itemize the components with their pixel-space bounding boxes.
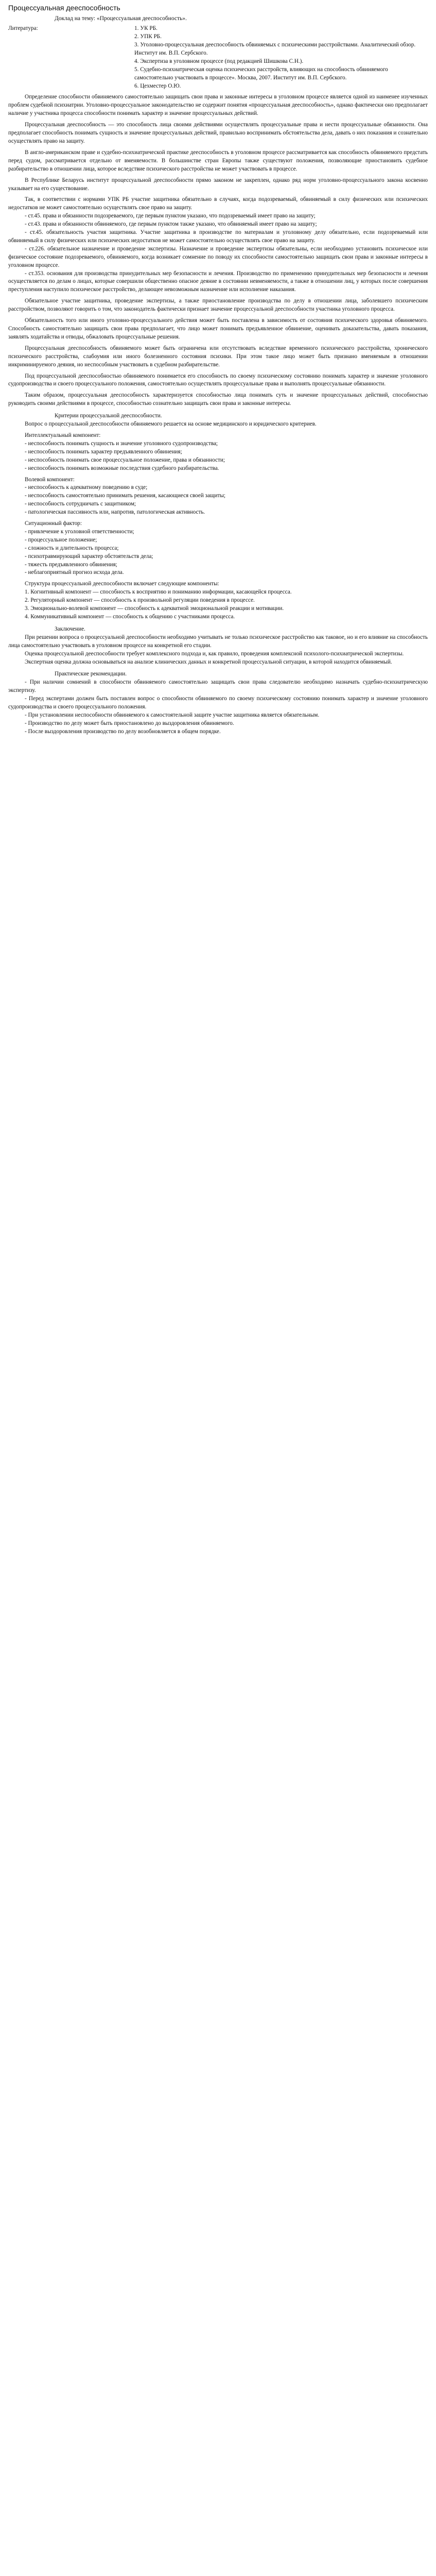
list-item: - неспособность сотрудничать с защитником; xyxy=(25,501,136,507)
paragraph: Определение способности обвиняемого самостоятельно защищать свои права и законные интересы в уголовном процессе является одной из наименее изученных проблем судебной психиатрии. Уголовно-процессуальное законодательство не содержит понятия «процессуальная дееспособность», однако фактически оно предполагает наличие у участника процесса способности понимать характер и значение процессуальных действий. xyxy=(8,94,428,117)
paragraph: - ст.226. обязательное назначение и проведение экспертизы. Назначение и проведение экспертизы обязательны, если необходимо установить психическое или физическое состояние подозреваемого, обвиняемого, когда возникает сомнение по поводу их способности самостоятельно защищать свои права и законные интересы в уголовном процессе. xyxy=(8,245,428,268)
list-item: - неспособность к адекватному поведению в суде; xyxy=(25,484,148,491)
list-item: - После выздоровления производство по делу возобновляется в общем порядке. xyxy=(25,728,221,735)
literature-item: 6. Цехместер О.Ю. xyxy=(134,82,181,89)
body-text xyxy=(8,93,428,408)
practical-list xyxy=(8,679,428,736)
paragraph: Оценка процессуальной дееспособности требует комплексного подхода и, как правило, проведения комплексной психолого-психиатрической экспертизы. xyxy=(25,650,404,657)
list-item: - Перед экспертами должен быть поставлен вопрос о способности обвиняемого по своему психическому состоянию понимать характер и значение уголовного судопроизводства и своего процессуального положения. xyxy=(8,696,428,710)
practical-heading: Практические рекомендации. xyxy=(55,671,127,677)
list-item: - неспособность самостоятельно принимать решения, касающиеся своей защиты; xyxy=(25,493,226,499)
paragraph: Так, в соответствии с нормами УПК РБ участие защитника обязательно в случаях, когда подозреваемый, обвиняемый в силу физических или психических недостатков не может самостоятельно осуществлять свое право на защиту. xyxy=(8,196,428,211)
literature-item: 4. Экспертиза в уголовном процессе (под редакцией Шишкова С.Н.). xyxy=(134,58,304,64)
paragraph: При решении вопроса о процессуальной дееспособности необходимо учитывать не только психическое расстройство как таковое, но и его влияние на способность лица самостоятельно участвовать в уголовном процессе на конкретной его стадии. xyxy=(8,634,428,649)
paragraph: - ст.353. основания для производства принудительных мер безопасности и лечения. Производство по применению принудительных мер безопасности и лечения осуществляется по делам о лицах, которые совершили общественно опасное деяние в состоянии невменяемости, а также в отношении лиц, у которых после совершения преступления наступило психическое расстройство, делающее невозможным назначение или исполнение наказания. xyxy=(8,270,428,293)
conclusion-heading: Заключение. xyxy=(55,625,85,632)
criteria-intro: Вопрос о процессуальной дееспособности обвиняемого решается на основе медицинского и юридического критериев. xyxy=(25,421,317,428)
paragraph: Таким образом, процессуальная дееспособность характеризуется способностью лица понимать суть и значение процессуальных действий, способностью руководить своими действиями в процессе, способностью сознательно защищать свои права и законные интересы. xyxy=(8,392,428,407)
paragraph: В Республике Беларусь институт процессуальной дееспособности прямо законом не закреплен, однако ряд норм уголовно-процессуального закона косвенно указывает на его существование. xyxy=(8,177,428,192)
document xyxy=(0,0,436,736)
literature-label: Литература: xyxy=(8,25,38,32)
document-subtitle: Доклад на тему: «Процессуальная дееспособность». xyxy=(55,15,187,22)
list-item: 1. Когнитивный компонент — способность к восприятию и пониманию информации, касающейся процесса. xyxy=(25,589,292,596)
list-item: 3. Эмоционально-волевой компонент — способность к адекватной эмоциональной реакции и мотивации. xyxy=(25,605,284,612)
list-item: 4. Коммуникативный компонент — способность к общению с участниками процесса. xyxy=(25,614,235,620)
paragraph: Под процессуальной дееспособностью обвиняемого понимается его способность по своему психическому состоянию понимать характер и значение уголовного судопроизводства и своего процессуального положения, самостоятельно осуществлять процессуальные права и выполнять процессуальные обязанности. xyxy=(8,372,428,387)
paragraph: Экспертная оценка должна основываться на анализе клинических данных и конкретной процессуальной ситуации, в которой находится обвиняемый. xyxy=(25,658,392,665)
list-item: - привлечение к уголовной ответственности; xyxy=(25,528,134,535)
will-list xyxy=(8,484,428,517)
criteria-list-heading: Интеллектуальный компонент: xyxy=(25,432,101,438)
situations-list xyxy=(8,528,428,577)
list-item: - неспособность понимать характер предъявленного обвинения; xyxy=(25,448,182,455)
literature-item: 5. Судебно-психиатрическая оценка психических расстройств, влияющих на способность обвиняемого самостоятельно участвовать в процессе». Москва, 2007. Институт им. В.П. Сербского. xyxy=(134,66,388,81)
list-item: - патологическая пассивность или, напротив, патологическая активность. xyxy=(25,509,205,516)
list-item: - неблагоприятный прогноз исхода дела. xyxy=(25,569,124,576)
document-title: Процессуальная дееспособность xyxy=(8,4,120,12)
structure-list xyxy=(8,588,428,621)
criteria-heading: Критерии процессуальной дееспособности. xyxy=(55,413,162,419)
structure-intro: Структура процессуальной дееспособности включает следующие компоненты: xyxy=(25,581,219,587)
list-item: - процессуальное положение; xyxy=(25,536,97,543)
list-item: - психотравмирующий характер обстоятельств дела; xyxy=(25,553,153,560)
literature-list xyxy=(8,25,428,90)
literature-item: 1. УК РБ. xyxy=(134,25,158,32)
paragraph: Обязательность того или иного уголовно-процессуального действия может быть поставлена в зависимость от состояния психического здоровья обвиняемого. Способность самостоятельно защищать свои права предполагает, что лицо может понимать предъявленное обвинение, оценивать доказательства, давать показания, заявлять ходатайства и отводы, обжаловать процессуальные решения. xyxy=(8,317,428,340)
literature-item: 3. Уголовно-процессуальная дееспособность обвиняемых с психическими расстройствами. Аналитический обзор. Институт им. В.П. Сербского. xyxy=(134,42,416,56)
paragraph: - ст.43. права и обязанности обвиняемого, где первым пунктом также указано, что обвиняемый имеет право на защиту; xyxy=(25,221,317,228)
list-item: - тяжесть предъявленного обвинения; xyxy=(25,561,117,568)
list-item: - При установлении неспособности обвиняемого к самостоятельной защите участие защитника является обязательным. xyxy=(25,711,320,718)
list-item: - сложность и длительность процесса; xyxy=(25,545,119,551)
paragraph: - ст.45. обязательность участия защитника. Участие защитника в производстве по материалам и уголовному делу обязательно, если подозреваемый или обвиняемый в силу физических или психических недостатков не может самостоятельно осуществлять свое право на защиту. xyxy=(8,229,428,244)
paragraph: Обязательное участие защитника, проведение экспертизы, а также приостановление производства по делу в отношении лица, заболевшего психическим расстройством, позволяют говорить о том, что законодатель фактически признает значение процессуальной дееспособности участника уголовного процесса. xyxy=(8,298,428,313)
paragraph: В англо-американском праве и судебно-психиатрической практике дееспособность в уголовном процессе рассматривается как способность обвиняемого предстать перед судом, рассматривается отдельно от вменяемости. В большинстве стран Европы также существуют положения, позволяющие приостановить судебное разбирательство в отношении лица, которое вследствие психического расстройства не может участвовать в процессе. xyxy=(8,149,428,172)
list-item: 2. Регуляторный компонент — способность к произвольной регуляции поведения в процессе. xyxy=(25,597,255,604)
situations-heading: Ситуационный фактор: xyxy=(25,520,82,527)
list-item: - Производство по делу может быть приостановлено до выздоровления обвиняемого. xyxy=(25,720,234,726)
literature-item: 2. УПК РБ. xyxy=(134,33,162,40)
paragraph: Процессуальная дееспособность — это способность лица своими действиями осуществлять процессуальные права и нести процессуальные обязанности. Она предполагает способность понимать сущность и значение процессуальных действий, правильно воспринимать обстоятельства дела, давать о них показания и сознательно осуществлять право на защиту. xyxy=(8,122,428,144)
list-item: - неспособность понимать возможные последствия судебного разбирательства. xyxy=(25,465,219,471)
list-item: - неспособность понимать сущность и значение уголовного судопроизводства; xyxy=(25,440,218,447)
criteria-list xyxy=(8,440,428,473)
will-heading: Волевой компонент: xyxy=(25,476,75,483)
paragraph: - ст.45. права и обязанности подозреваемого, где первым пунктом указано, что подозреваемый имеет право на защиту; xyxy=(25,213,316,219)
list-item: - неспособность понимать свое процессуальное положение, права и обязанности; xyxy=(25,456,225,463)
list-item: - При наличии сомнений в способности обвиняемого самостоятельно защищать свои права следователю необходимо назначать судебно-психиатрическую экспертизу. xyxy=(8,679,428,694)
paragraph: Процессуальная дееспособность обвиняемого может быть ограничена или отсутствовать вследствие временного психического расстройства, хронического психического расстройства, слабоумия или иного болезненного состояния психики. При этом такое лицо может быть признано вменяемым в отношении инкриминируемого деяния, но неспособным участвовать в судебном разбирательстве. xyxy=(8,345,428,368)
